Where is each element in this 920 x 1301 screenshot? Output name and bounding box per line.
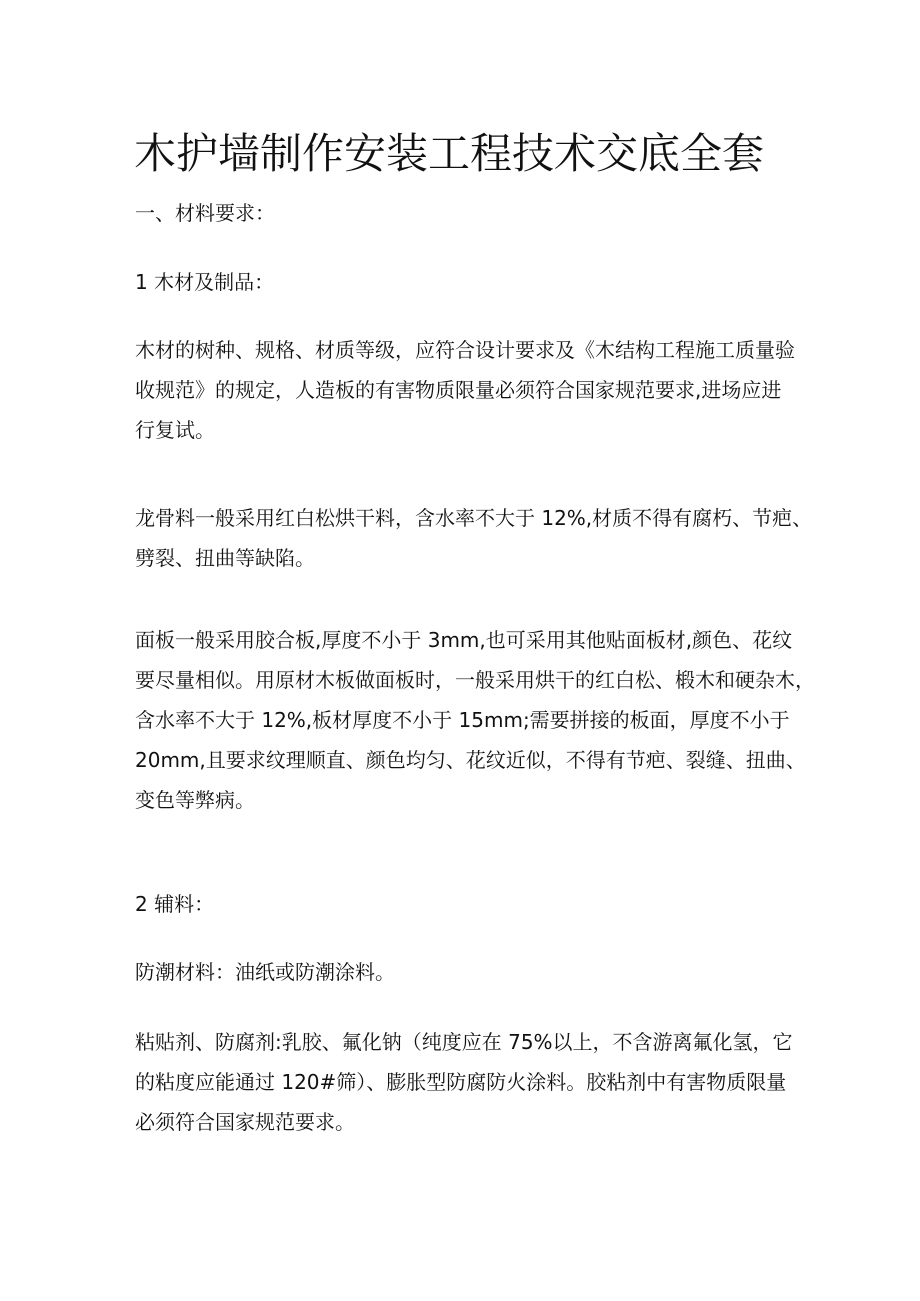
paragraph-line: 行复试。: [135, 418, 215, 442]
paragraph-line: 防潮材料：油纸或防潮涂料。: [135, 960, 395, 984]
subheading-wood: [135, 262, 800, 302]
paragraph-line: 变色等弊病。: [135, 788, 255, 812]
heading-text: 1 木材及制品：: [135, 270, 275, 294]
paragraph-line: 粘贴剂、防腐剂:乳胶、氟化钠（纯度应在 75%以上，不含游离氟化氢，它: [135, 1030, 793, 1054]
paragraph-line: 龙骨料一般采用红白松烘干料，含水率不大于 12%,材质不得有腐朽、节疤、: [135, 506, 813, 530]
paragraph-line: 要尽量相似。用原材木板做面板时，一般采用烘干的红白松、椴木和硬杂木，: [135, 668, 815, 692]
paragraph-line: 的粘度应能通过 120#筛）、膨胀型防腐防火涂料。胶粘剂中有害物质限量: [135, 1070, 787, 1094]
paragraph-line: 20mm,且要求纹理顺直、颜色均匀、花纹近似，不得有节疤、裂缝、扭曲、: [135, 748, 806, 772]
subheading-auxiliary: [135, 884, 800, 924]
paragraph-wood-spec: [135, 330, 800, 450]
paragraph-moisture-proof: [135, 952, 800, 992]
paragraph-line: 收规范》的规定，人造板的有害物质限量必须符合国家规范要求,进场应进: [135, 378, 782, 402]
document-title: 木护墙制作安装工程技术交底全套: [134, 129, 765, 178]
paragraph-line: 木材的树种、规格、材质等级，应符合设计要求及《木结构工程施工质量验: [135, 338, 795, 362]
paragraph-keel-material: [135, 498, 813, 578]
section-heading-materials: [135, 193, 800, 233]
paragraph-line: 劈裂、扭曲等缺陷。: [135, 546, 315, 570]
paragraph-adhesive: [135, 1022, 800, 1142]
paragraph-line: 面板一般采用胶合板,厚度不小于 3mm,也可采用其他贴面板材,颜色、花纹: [135, 628, 793, 652]
paragraph-line: 含水率不大于 12%,板材厚度不小于 15mm;需要拼接的板面，厚度不小于: [135, 708, 790, 732]
paragraph-panel-material: [135, 620, 815, 820]
heading-text: 2 辅料：: [135, 892, 215, 916]
heading-text: 一、材料要求：: [135, 201, 275, 225]
paragraph-line: 必须符合国家规范要求。: [135, 1110, 355, 1134]
